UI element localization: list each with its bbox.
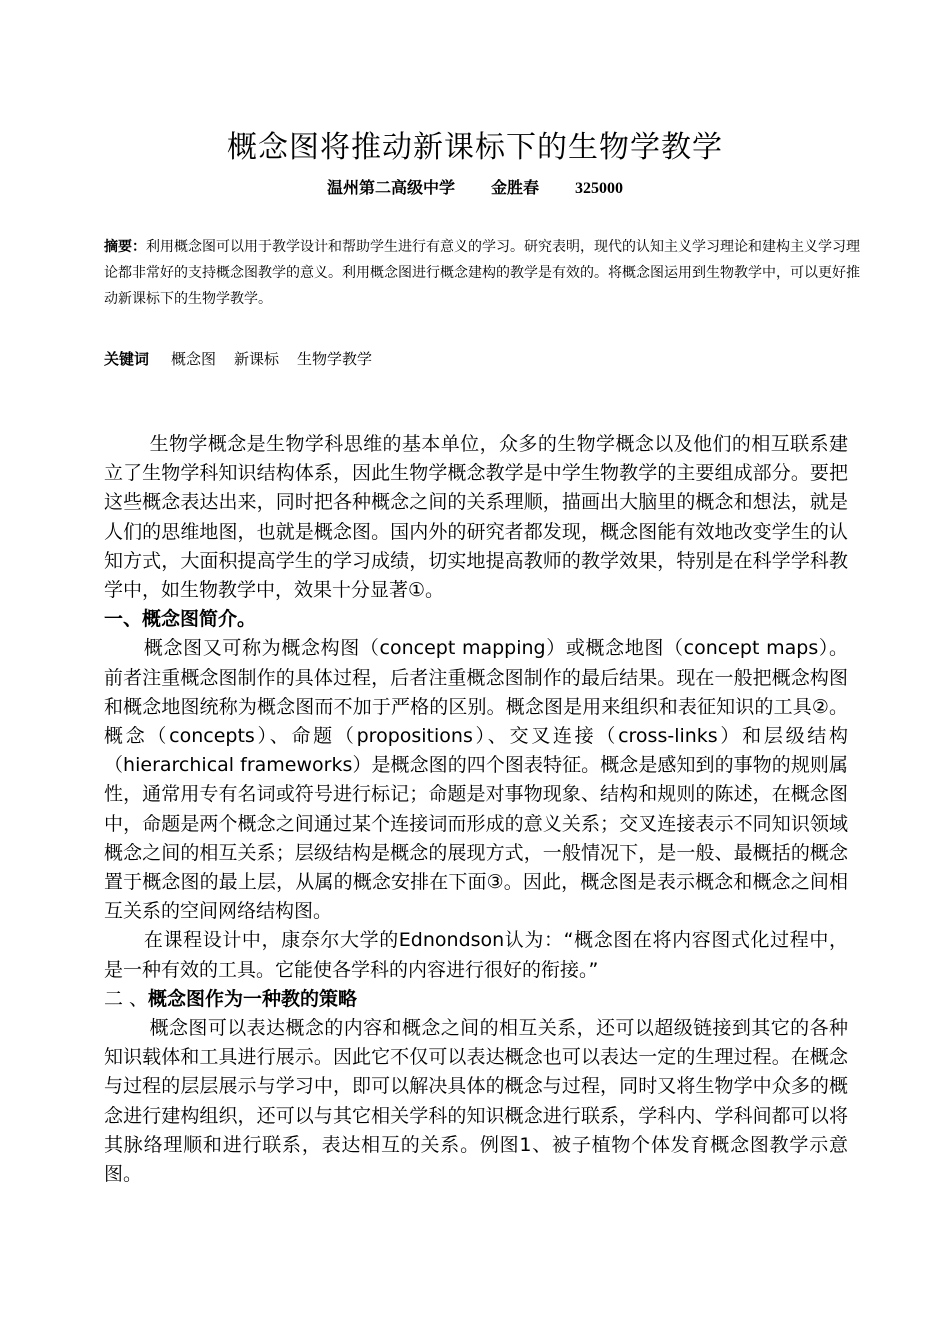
abstract-text: 利用概念图可以用于教学设计和帮助学生进行有意义的学习。研究表明，现代的认知主义学习理论和建构主义学习理论都非常好的支持概念图教学的意义。利用概念图进行概念建构的教学是有效的。将概念图运用到生物教学中，可以更好推动新课标下的生物学教学。 xyxy=(104,239,860,307)
document-title: 概念图将推动新课标下的生物学教学 xyxy=(227,130,723,165)
keyword-item: 新课标 xyxy=(234,350,280,368)
section1-paragraph: 概念图又可称为概念构图（concept mapping）或概念地图（concept maps）。前者注重概念图制作的具体过程，后者注重概念图制作的最后结果。现在一般把概念构图和概念地图统称为概念图而不加于严格的区别。概念图是用来组织和表征知识的工具②。概念（concepts）、命题（propositions）、交叉连接（cross-links）和层级结构（hierarchical frameworks）是概念图的四个图表特征。概念是感知到的事物的规则属性，通常用专有名词或符号进行标记；命题是对事物现象、结构和规则的陈述，在概念图中，命题是两个概念之间通过某个连接词而形成的意义关系；交叉连接表示不同知识领域概念之间的相互关系；层级结构是概念的展现方式，一般情况下，是一般、最概括的概念置于概念图的最上层，从属的概念安排在下面③。因此，概念图是表示概念和概念之间相互关系的空间网络结构图。 xyxy=(104,637,848,923)
keyword-item: 概念图 xyxy=(171,350,217,368)
abstract xyxy=(104,234,864,312)
abstract-label: 摘要： xyxy=(104,239,146,255)
author-school: 温州第二高级中学 xyxy=(326,180,455,197)
keywords-label: 关键词 xyxy=(104,350,150,368)
section2-heading-text: 概念图作为一种教的策略 xyxy=(148,987,358,1010)
keywords xyxy=(104,346,864,372)
section2-heading-number: 二 、 xyxy=(104,987,149,1010)
author-line xyxy=(0,178,950,200)
section1-paragraph: 在课程设计中，康奈尔大学的Ednondson认为：“概念图在将内容图式化过程中，是一种有效的工具。它能使各学科的内容进行很好的衔接。” xyxy=(104,929,848,981)
author-name: 金胜春 xyxy=(491,180,540,197)
author-postcode: 325000 xyxy=(575,180,624,197)
document-body xyxy=(104,430,848,1189)
keyword-item: 生物学教学 xyxy=(297,350,373,368)
intro-paragraph: 生物学概念是生物学科思维的基本单位，众多的生物学概念以及他们的相互联系建立了生物学科知识结构体系，因此生物学概念教学是中学生物教学的主要组成部分。要把这些概念表达出来，同时把各种概念之间的关系理顺，描画出大脑里的概念和想法，就是人们的思维地图，也就是概念图。国内外的研究者都发现，概念图能有效地改变学生的认知方式，大面积提高学生的学习成绩，切实地提高教师的教学效果，特别是在科学学科教学中，如生物教学中，效果十分显著①。 xyxy=(104,433,848,602)
section2-paragraph: 概念图可以表达概念的内容和概念之间的相互关系，还可以超级链接到其它的各种知识载体和工具进行展示。因此它不仅可以表达概念也可以表达一定的生理过程。在概念与过程的层层展示与学习中，即可以解决具体的概念与过程，同时又将生物学中众多的概念进行建构组织，还可以与其它相关学科的知识概念进行联系，学科内、学科间都可以将其脉络理顺和进行联系，表达相互的关系。例图1、被子植物个体发育概念图教学示意图。 xyxy=(104,1017,848,1186)
section1-heading: 一、概念图简介。 xyxy=(104,608,257,631)
section2-heading xyxy=(104,985,848,1014)
